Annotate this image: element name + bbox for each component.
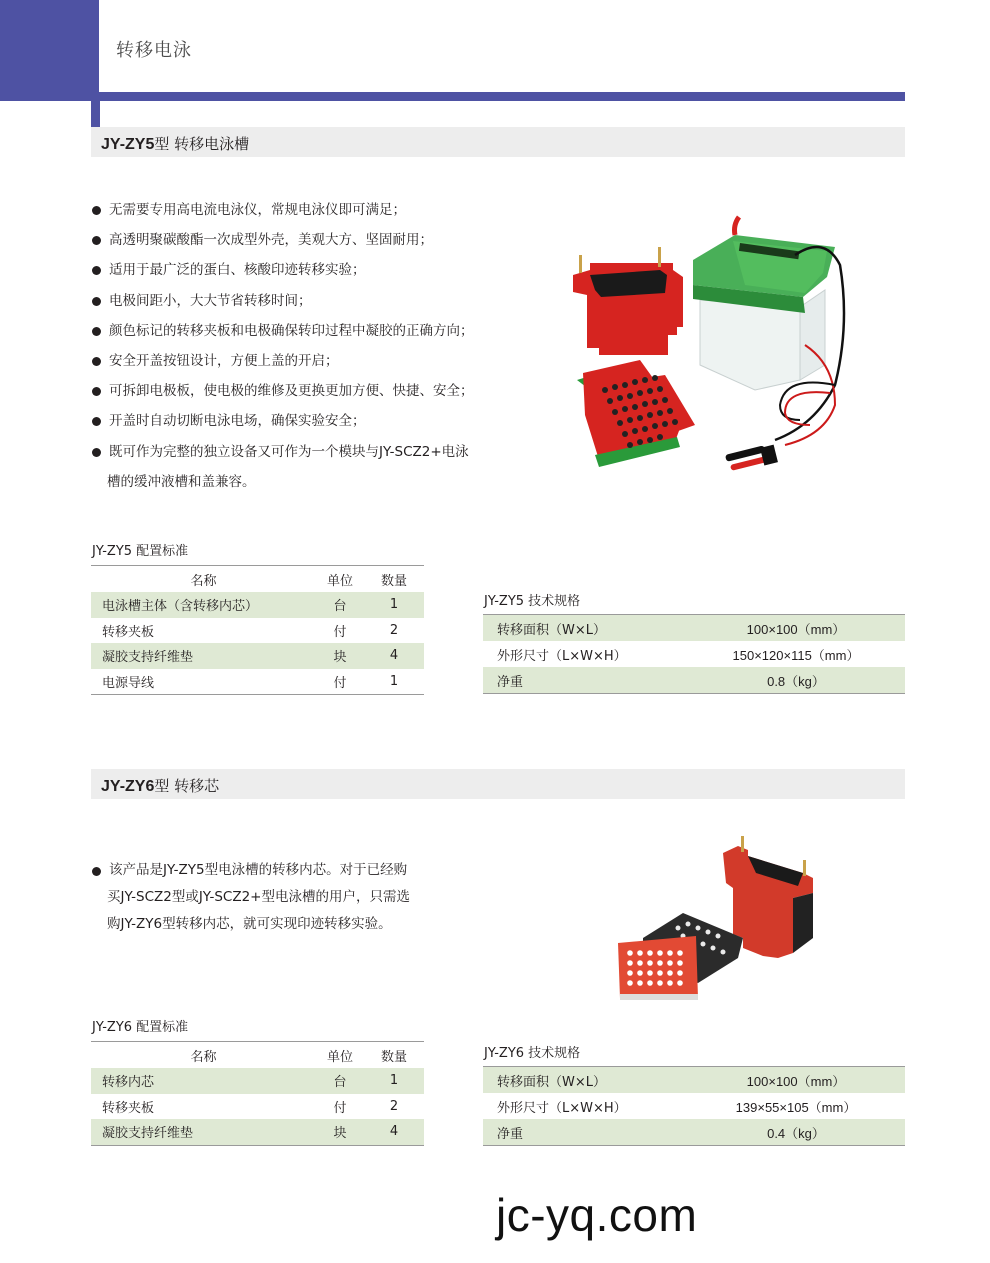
bullet-icon: [92, 327, 101, 336]
config-table-zy5: [91, 565, 424, 695]
column-header-qty: 数量: [380, 573, 407, 589]
column-header-name: 名称: [190, 1049, 217, 1065]
bullet-icon: [92, 357, 101, 366]
table-row: 转移面积（W×L） 100×100（mm）: [483, 615, 905, 642]
header-corner-block: [0, 0, 99, 101]
header-corner-stub: [91, 101, 100, 127]
footer-website-url[interactable]: jc-yq.com: [496, 1189, 698, 1241]
column-header-name: 名称: [190, 573, 217, 589]
section-title: JY-ZY6型 转移芯: [101, 777, 220, 795]
table-row: 转移面积（W×L） 100×100（mm）: [483, 1067, 905, 1094]
feature-item: 该产品是JY-ZY5型电泳槽的转移内芯。对于已经购 买JY-SCZ2型或JY-SCZ2+型电泳槽的用户，只需选 购JY-ZY6型转移内芯，就可实现印迹转移实验。: [92, 857, 410, 938]
header-rule: [99, 92, 905, 101]
table-row: 凝胶支持纤维垫 块 4: [91, 643, 424, 669]
column-header-unit: 单位: [326, 1049, 353, 1065]
section-header-zy5: [91, 127, 905, 157]
bullet-icon: [92, 236, 101, 245]
table-row: 净重 0.4（kg）: [483, 1119, 905, 1146]
feature-item: 电极间距小，大大节省转移时间；: [92, 286, 474, 316]
bullet-icon: [92, 448, 101, 457]
config-table-zy6: [91, 1041, 424, 1146]
table-header-row: [91, 566, 424, 593]
bullet-icon: [92, 297, 101, 306]
bullet-icon: [92, 387, 101, 396]
column-header-qty: 数量: [380, 1049, 407, 1065]
feature-list-zy6: [92, 857, 410, 938]
feature-item: 高透明聚碳酸酯一次成型外壳，美观大方、坚固耐用；: [92, 225, 474, 255]
feature-item: 安全开盖按钮设计，方便上盖的开启；: [92, 346, 474, 376]
table-row: 转移夹板 付 2: [102, 622, 399, 640]
feature-item: 颜色标记的转移夹板和电极确保转印过程中凝胶的正确方向；: [92, 316, 474, 346]
feature-item: 无需要专用高电流电泳仪，常规电泳仪即可满足；: [92, 195, 474, 225]
table-row: 外形尺寸（L×W×H） 139×55×105（mm）: [497, 1099, 857, 1116]
bullet-icon: [92, 417, 101, 426]
transfer-core-illustration: [598, 828, 848, 1008]
feature-item: 既可作为完整的独立设备又可作为一个模块与JY-SCZ2+电泳 槽的缓冲液槽和盖兼容。: [92, 437, 474, 497]
bullet-icon: [92, 867, 101, 876]
table-row: 外形尺寸（L×W×H） 150×120×115（mm）: [497, 647, 860, 664]
spec-caption-zy5: JY-ZY5 技术规格: [484, 594, 581, 609]
table-row: 净重 0.8（kg）: [483, 667, 905, 694]
table-row: 转移内芯 台 1: [91, 1068, 424, 1094]
table-row: 电源导线 付 1: [102, 673, 399, 691]
bullet-icon: [92, 206, 101, 215]
table-header-row: [91, 1042, 424, 1069]
section-title: JY-ZY5型 转移电泳槽: [101, 135, 250, 153]
spec-caption-zy6: JY-ZY6 技术规格: [484, 1046, 581, 1061]
table-row: 电泳槽主体（含转移内芯） 台 1: [91, 592, 424, 618]
product-image-zy5: [565, 215, 865, 475]
table-row: 凝胶支持纤维垫 块 4: [91, 1119, 424, 1145]
electrophoresis-tank-illustration: [565, 215, 865, 475]
spec-table-zy5: [483, 614, 905, 694]
spec-table-zy6: [483, 1066, 905, 1146]
page-title: 转移电泳: [116, 40, 192, 61]
feature-item: 开盖时自动切断电泳电场，确保实验安全；: [92, 406, 474, 436]
bullet-icon: [92, 266, 101, 275]
table-row: 转移夹板 付 2: [102, 1098, 399, 1116]
config-caption-zy5: JY-ZY5 配置标准: [92, 544, 189, 559]
config-caption-zy6: JY-ZY6 配置标准: [92, 1020, 189, 1035]
feature-list-zy5: [92, 195, 474, 497]
feature-item: 适用于最广泛的蛋白、核酸印迹转移实验；: [92, 255, 474, 285]
section-header-zy6: [91, 769, 905, 799]
product-image-zy6: [598, 828, 848, 1008]
feature-item: 可拆卸电极板，使电极的维修及更换更加方便、快捷、安全；: [92, 376, 474, 406]
column-header-unit: 单位: [326, 573, 353, 589]
